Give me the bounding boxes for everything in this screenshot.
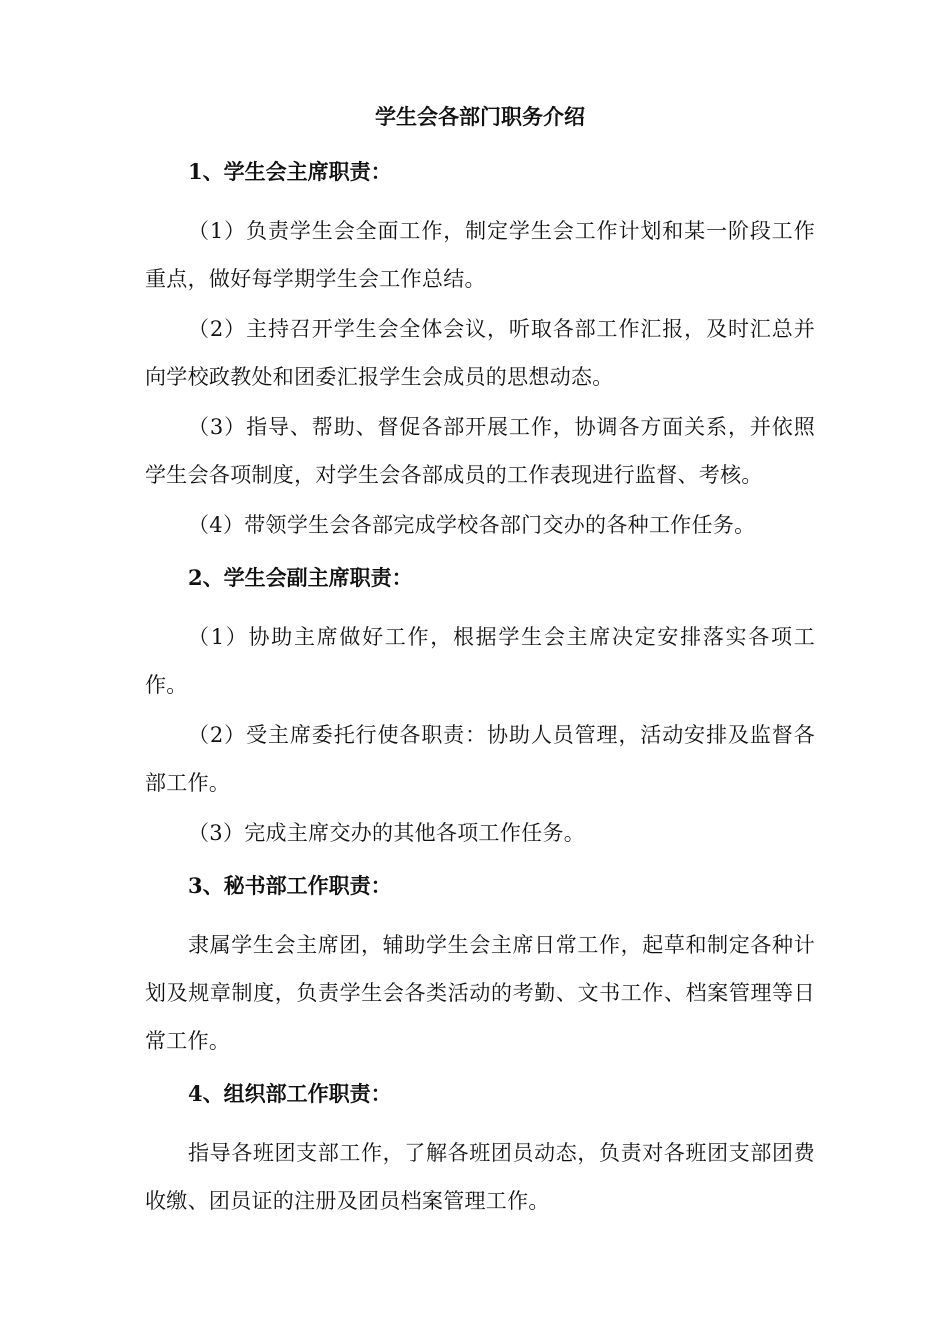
spacer <box>145 1067 815 1079</box>
section-heading-chairman: 1、学生会主席职责： <box>188 159 392 184</box>
paragraph: （3）完成主席交办的其他各项工作任务。 <box>188 821 586 845</box>
section-heading-secretariat: 3、秘书部工作职责： <box>188 873 392 898</box>
paragraph: 隶属学生会主席团，辅助学生会主席日常工作，起草和制定各种计划及规章制度，负责学生会各类活动的考勤、文书工作、档案管理等日常工作。 <box>145 933 815 1053</box>
paragraph: （1）负责学生会全面工作，制定学生会工作计划和某一阶段工作重点，做好每学期学生会工作总结。 <box>145 219 815 291</box>
spacer <box>145 859 815 871</box>
paragraph: （1）协助主席做好工作，根据学生会主席决定安排落实各项工作。 <box>145 625 815 697</box>
document-body <box>145 102 815 1227</box>
paragraph: （2）主持召开学生会全体会议，听取各部工作汇报，及时汇总并向学校政教处和团委汇报学生会成员的思想动态。 <box>145 317 815 389</box>
section-heading-vice-chairman: 2、学生会副主席职责： <box>188 565 413 590</box>
spacer <box>145 551 815 563</box>
paragraph: （3）指导、帮助、督促各部开展工作，协调各方面关系，并依照学生会各项制度，对学生会各部成员的工作表现进行监督、考核。 <box>145 415 815 487</box>
paragraph: （4）带领学生会各部完成学校各部门交办的各种工作任务。 <box>188 513 756 537</box>
section-heading-organization: 4、组织部工作职责： <box>188 1081 392 1106</box>
paragraph: （2）受主席委托行使各职责：协助人员管理，活动安排及监督各部工作。 <box>145 723 815 795</box>
paragraph: 指导各班团支部工作，了解各班团员动态，负责对各班团支部团费收缴、团员证的注册及团员档案管理工作。 <box>145 1141 815 1213</box>
document-title: 学生会各部门职务介绍 <box>375 104 585 129</box>
